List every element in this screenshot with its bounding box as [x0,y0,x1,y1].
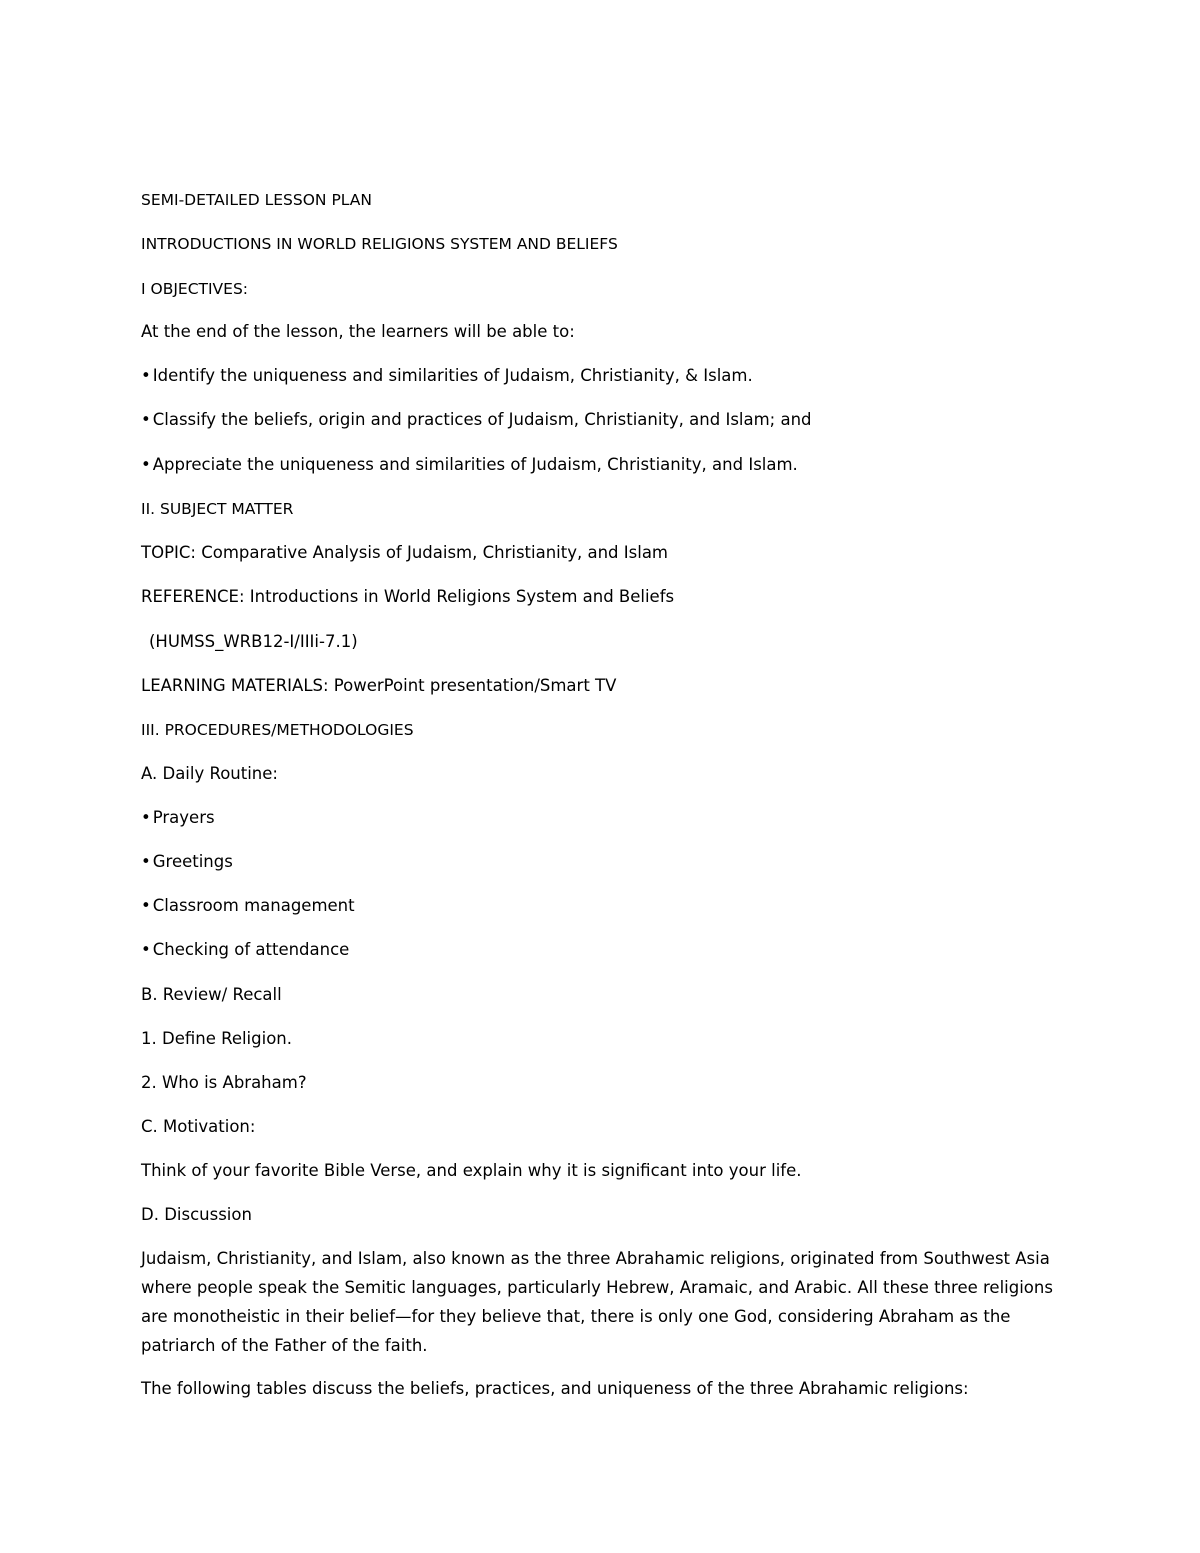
document-title: SEMI-DETAILED LESSON PLAN [141,191,372,209]
tables-intro: The following tables discuss the beliefs, practices, and uniqueness of the three Abrahamic religions: [141,1379,969,1398]
review-item: 2. Who is Abraham? [141,1073,307,1092]
motivation-heading: C. Motivation: [141,1117,256,1136]
objective-text: Classify the beliefs, origin and practices of Judaism, Christianity, and Islam; and [152,410,812,429]
discussion-heading: D. Discussion [141,1205,252,1224]
review-item: 1. Define Religion. [141,1029,292,1048]
routine-text: Greetings [152,852,233,871]
bullet-icon: • [141,455,151,474]
reference-line: REFERENCE: Introductions in World Religions System and Beliefs [141,587,675,606]
learning-materials-line: LEARNING MATERIALS: PowerPoint presentation/Smart TV [141,676,617,695]
objectives-heading: I OBJECTIVES: [141,280,249,298]
objective-item [141,409,812,431]
routine-text: Prayers [152,808,215,827]
objective-text: Identify the uniqueness and similarities of Judaism, Christianity, & Islam. [152,366,753,385]
bullet-icon: • [141,808,151,827]
routine-item [141,851,233,873]
routine-text: Checking of attendance [152,940,350,959]
procedures-heading: III. PROCEDURES/METHODOLOGIES [141,721,414,739]
objective-text: Appreciate the uniqueness and similarities of Judaism, Christianity, and Islam. [152,455,798,474]
bullet-icon: • [141,940,151,959]
bullet-icon: • [141,852,151,871]
motivation-text: Think of your favorite Bible Verse, and explain why it is significant into your life. [141,1161,802,1180]
bullet-icon: • [141,896,151,915]
routine-item [141,895,355,917]
reference-code: (HUMSS_WRB12-I/IIIi-7.1) [149,632,358,651]
review-heading: B. Review/ Recall [141,985,282,1004]
objective-item [141,454,798,476]
routine-item [141,807,215,829]
routine-text: Classroom management [152,896,355,915]
daily-routine-heading: A. Daily Routine: [141,764,278,783]
document-subtitle: INTRODUCTIONS IN WORLD RELIGIONS SYSTEM AND BELIEFS [141,235,618,253]
routine-item [141,939,349,961]
discussion-paragraph: Judaism, Christianity, and Islam, also known as the three Abrahamic religions, originated from Southwest Asia where people speak the Semitic languages, particularly Hebrew, Aramaic, and Arabic. All these three religions are monotheistic in their belief—for they believe that, there is only one God, considering Abraham as the patriarch of the Father of the faith. [141,1249,1053,1355]
objective-item [141,365,753,387]
subject-matter-heading: II. SUBJECT MATTER [141,500,294,518]
objectives-intro: At the end of the lesson, the learners will be able to: [141,322,575,341]
bullet-icon: • [141,410,151,429]
topic-line: TOPIC: Comparative Analysis of Judaism, Christianity, and Islam [141,543,669,562]
bullet-icon: • [141,366,151,385]
